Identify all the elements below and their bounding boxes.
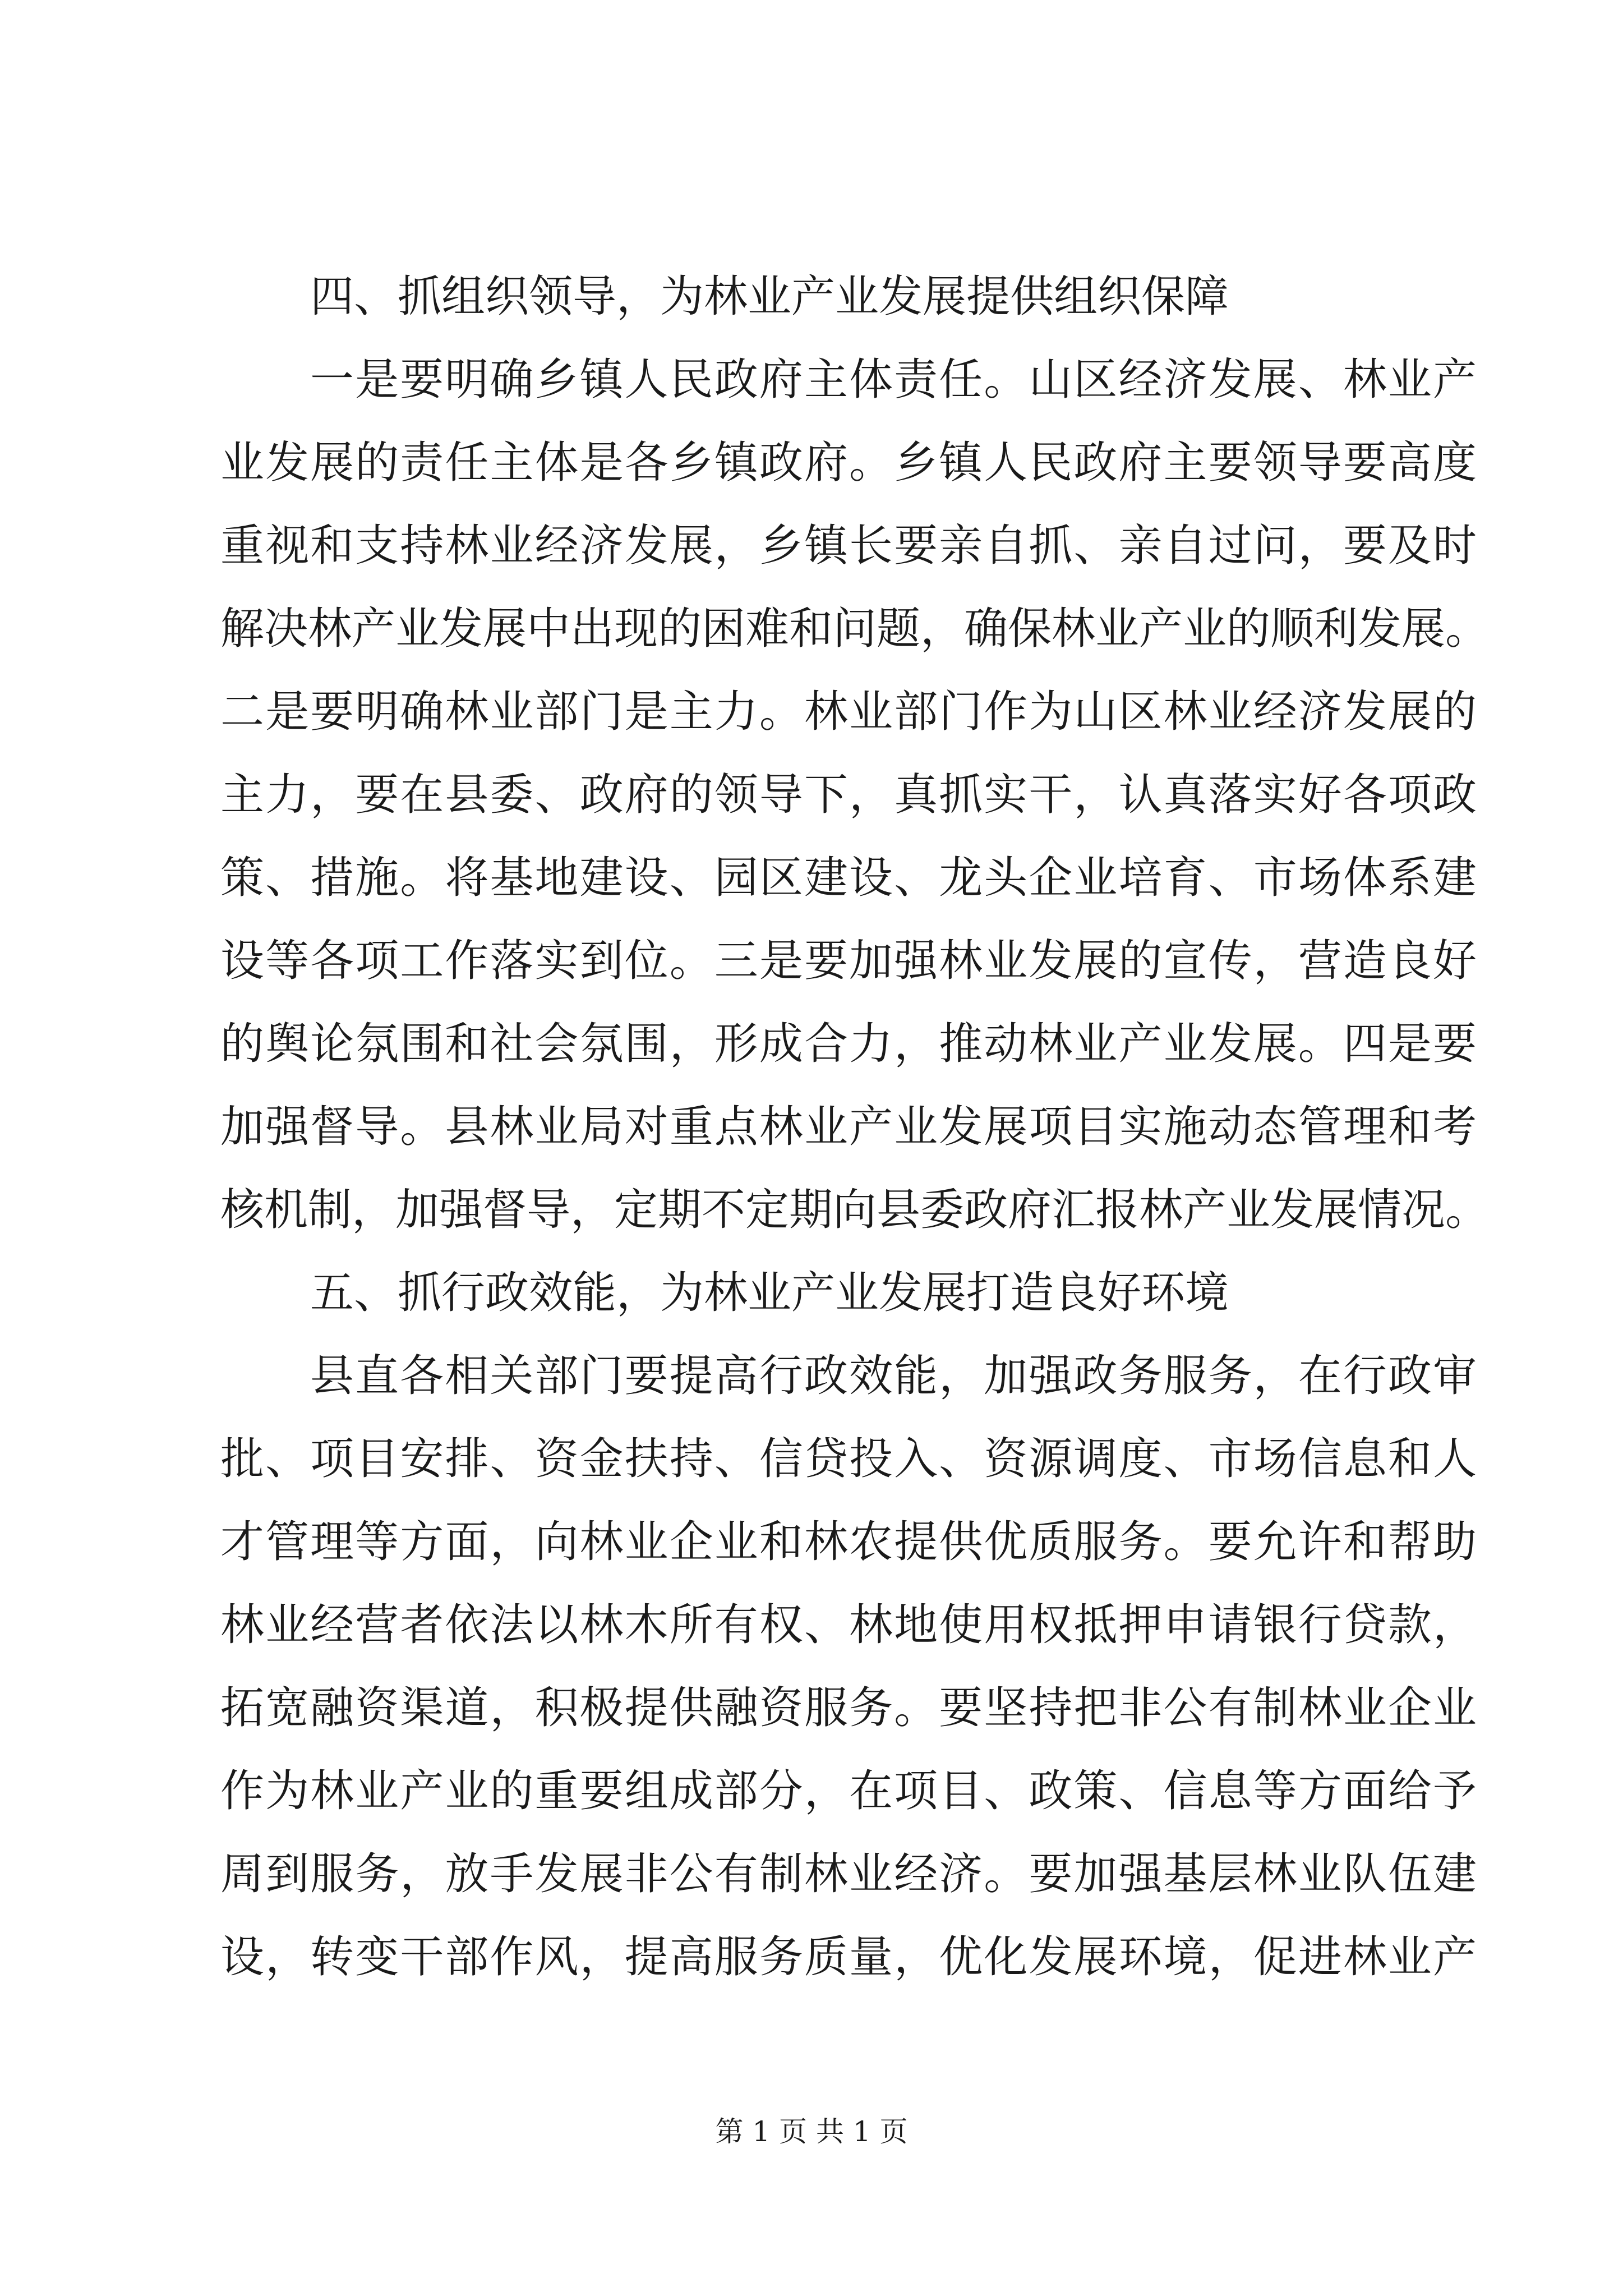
paragraph-line: 设等各项工作落实到位。三是要加强林业发展的宣传，营造良好	[220, 936, 1477, 986]
page-number: 第 1 页 共 1 页	[715, 2115, 908, 2148]
paragraph-line: 拓宽融资渠道，积极提供融资服务。要坚持把非公有制林业企业	[220, 1683, 1477, 1733]
paragraph-line: 设，转变干部作风，提高服务质量，优化发展环境，促进林业产	[220, 1932, 1477, 1982]
paragraph-line: 主力，要在县委、政府的领导下，真抓实干，认真落实好各项政	[220, 770, 1477, 820]
paragraph-line: 批、项目安排、资金扶持、信贷投入、资源调度、市场信息和人	[220, 1434, 1477, 1484]
paragraph-line: 核机制，加强督导，定期不定期向县委政府汇报林产业发展情况。	[220, 1185, 1490, 1235]
paragraph-line: 一是要明确乡镇人民政府主体责任。山区经济发展、林业产	[310, 355, 1477, 405]
paragraph-line: 二是要明确林业部门是主力。林业部门作为山区林业经济发展的	[220, 687, 1477, 737]
document-body	[220, 255, 1490, 1999]
paragraph-line: 县直各相关部门要提高行政效能，加强政务服务，在行政审	[310, 1351, 1477, 1401]
section-heading: 五、抓行政效能，为林业产业发展打造良好环境	[310, 1268, 1229, 1318]
paragraph-line: 林业经营者依法以林木所有权、林地使用权抵押申请银行贷款，	[220, 1600, 1477, 1650]
paragraph-line: 解决林产业发展中出现的困难和问题，确保林业产业的顺利发展。	[220, 604, 1490, 654]
paragraph-line: 作为林业产业的重要组成部分，在项目、政策、信息等方面给予	[220, 1766, 1477, 1816]
paragraph-line: 重视和支持林业经济发展，乡镇长要亲自抓、亲自过问，要及时	[220, 521, 1477, 571]
paragraph-line: 才管理等方面，向林业企业和林农提供优质服务。要允许和帮助	[220, 1517, 1477, 1567]
paragraph-line: 周到服务，放手发展非公有制林业经济。要加强基层林业队伍建	[220, 1849, 1477, 1899]
page-footer	[0, 2115, 1623, 2148]
paragraph-line: 策、措施。将基地建设、园区建设、龙头企业培育、市场体系建	[220, 853, 1477, 903]
section-heading: 四、抓组织领导，为林业产业发展提供组织保障	[310, 272, 1229, 322]
paragraph-line: 业发展的责任主体是各乡镇政府。乡镇人民政府主要领导要高度	[220, 438, 1477, 488]
paragraph-line: 加强督导。县林业局对重点林业产业发展项目实施动态管理和考	[220, 1102, 1477, 1152]
paragraph-line: 的舆论氛围和社会氛围，形成合力，推动林业产业发展。四是要	[220, 1019, 1477, 1069]
